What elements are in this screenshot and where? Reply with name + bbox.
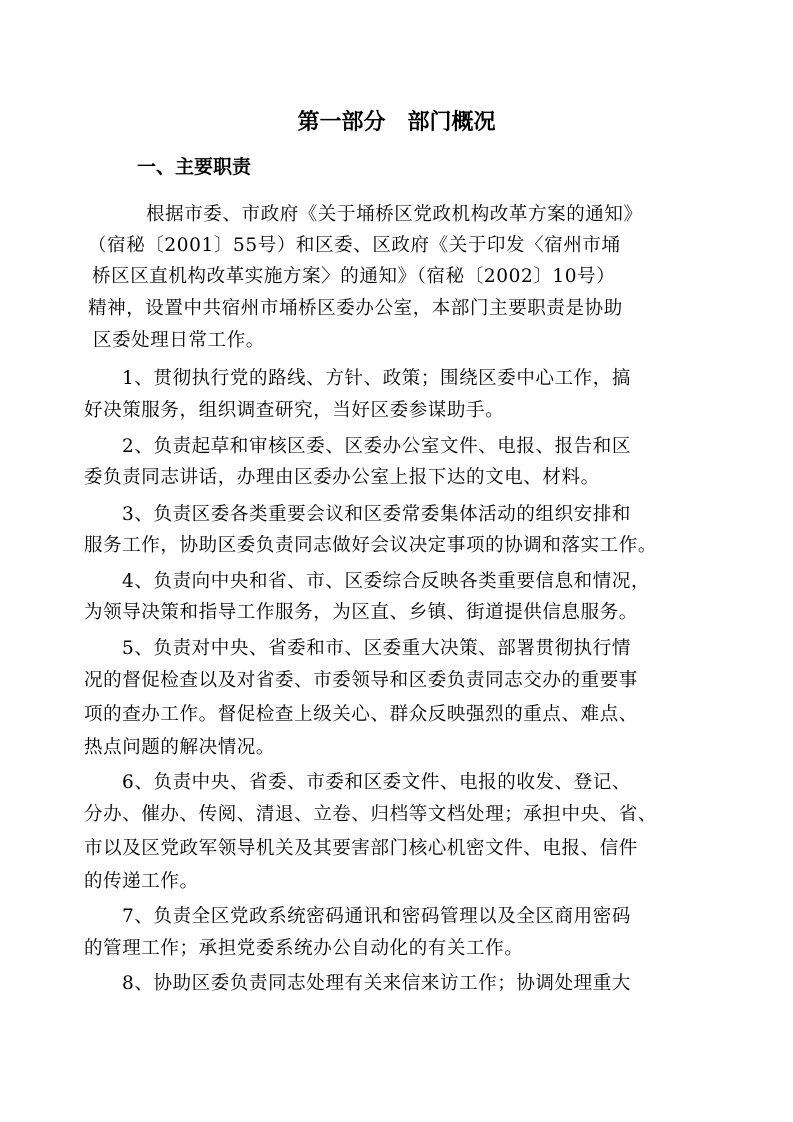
paragraph-line: 的传递工作。: [84, 871, 199, 892]
section-heading: 一、主要职责: [137, 156, 252, 178]
paragraph-line: 分办、催办、传阅、清退、立卷、归档等文档处理；承担中央、省、: [84, 804, 658, 825]
paragraph-line: 3、负责区委各类重要会议和区委常委集体活动的组织安排和: [122, 504, 631, 525]
paragraph-line: 况的督促检查以及对省委、市委领导和区委负责同志交办的重要事: [84, 670, 638, 691]
paragraph-line: 区委处理日常工作。: [93, 330, 265, 351]
paragraph-line: 委负责同志讲话，办理由区委办公室上报下达的文电、材料。: [84, 467, 600, 488]
paragraph-line: （宿秘〔2001〕55号）和区委、区政府《关于印发〈宿州市埇: [88, 235, 621, 256]
paragraph-line: 为领导决策和指导工作服务，为区直、乡镇、街道提供信息服务。: [84, 602, 638, 623]
paragraph-line: 5、负责对中央、省委和市、区委重大决策、部署贯彻执行情: [122, 638, 631, 659]
paragraph-line: 市以及区党政军领导机关及其要害部门核心机密文件、电报、信件: [84, 838, 638, 859]
paragraph-line: 好决策服务，组织调查研究，当好区委参谋助手。: [84, 400, 505, 421]
paragraph-line: 2、负责起草和审核区委、区委办公室文件、电报、报告和区: [122, 436, 631, 457]
paragraph-line: 8、协助区委负责同志处理有关来信来访工作；协调处理重大: [122, 973, 631, 994]
paragraph-line: 1、贯彻执行党的路线、方针、政策；围绕区委中心工作，搞: [122, 368, 631, 389]
paragraph-line: 精神，设置中共宿州市埇桥区委办公室，本部门主要职责是协助: [88, 298, 623, 319]
page-title: 第一部分 部门概况: [297, 110, 496, 135]
paragraph-line: 服务工作，协助区委负责同志做好会议决定事项的协调和落实工作。: [84, 535, 658, 556]
paragraph-line: 根据市委、市政府《关于埇桥区党政机构改革方案的通知》: [146, 204, 643, 225]
paragraph-line: 的管理工作；承担党委系统办公自动化的有关工作。: [84, 938, 524, 959]
paragraph-line: 热点问题的解决情况。: [84, 737, 276, 758]
paragraph-line: 6、负责中央、省委、市委和区委文件、电报的收发、登记、: [122, 772, 631, 793]
paragraph-line: 7、负责全区党政系统密码通讯和密码管理以及全区商用密码: [122, 906, 631, 927]
paragraph-line: 4、负责向中央和省、市、区委综合反映各类重要信息和情况，: [122, 571, 651, 592]
paragraph-line: 桥区区直机构改革实施方案〉的通知》（宿秘〔2002〕10号）: [92, 266, 616, 287]
paragraph-line: 项的查办工作。督促检查上级关心、群众反映强烈的重点、难点、: [84, 704, 638, 725]
